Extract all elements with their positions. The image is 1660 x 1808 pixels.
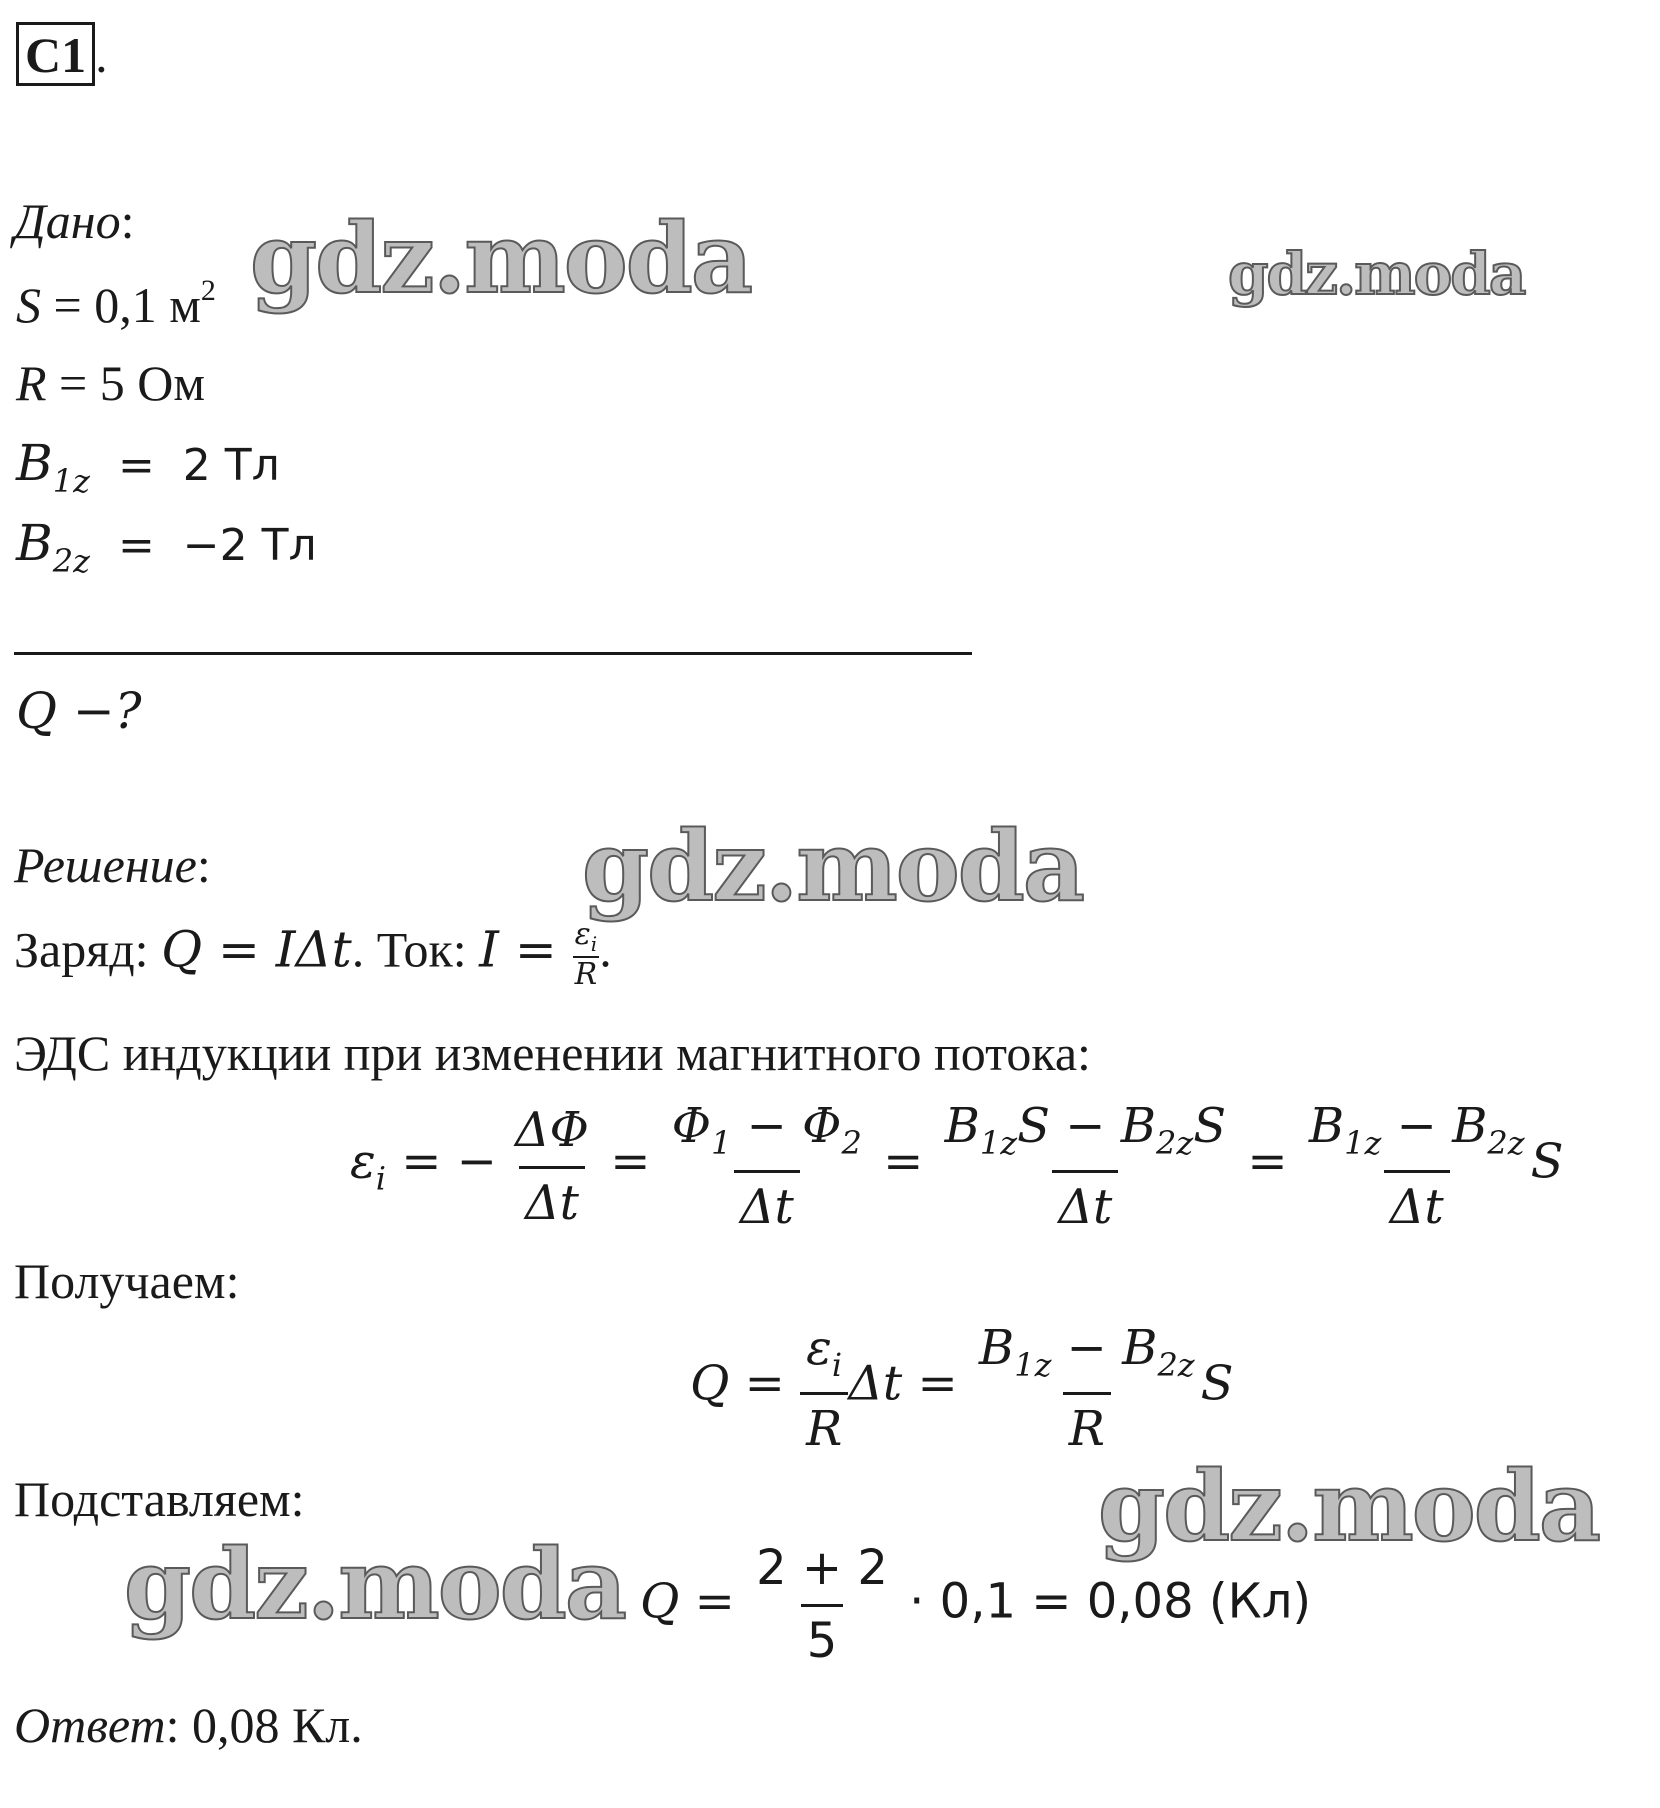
- calc-formula: Q = $\frac{2 + 2}{5}$ · 0,1 = 0,08 (Кл): [640, 1540, 1312, 1669]
- given-divider: [14, 652, 972, 655]
- substitute-line: Подставляем:: [14, 1471, 305, 1527]
- q-fraction-2: $\frac{B_{1z} - B_{2z}}{R}$: [978, 1320, 1195, 1457]
- watermark: gdz.moda: [1098, 1450, 1600, 1563]
- given-b1: $B_{1z} = 2$ Тл: [16, 434, 280, 500]
- find-line: Q −?: [16, 682, 142, 740]
- watermark: gdz.moda: [582, 810, 1084, 923]
- given-resistance: R = 5 Ом: [16, 355, 205, 411]
- emf-fraction-2: $\frac{\Phi_1 - \Phi_2}{\Delta t}$: [671, 1098, 862, 1235]
- given-heading: Дано:: [14, 193, 135, 249]
- task-label: С1 .: [16, 30, 108, 80]
- emf-fraction-3: $\frac{B_{1z}S - B_{2z}S}{\Delta t}$: [944, 1098, 1227, 1235]
- emf-formula: $\varepsilon_i$ = − $\frac{\Delta\Phi}{\Delta t}$ = $\frac{\Phi_1 - \Phi_2}{\Delta t}$ = $\frac{B_{1z}S - B_{2z}S}{\Delta t}$ = $\frac{B_{1z} - B_{2z}}{\Delta t}$ S: [350, 1098, 1564, 1235]
- answer-line: Ответ: 0,08 Кл.: [14, 1697, 363, 1753]
- solution-heading: Решение:: [14, 837, 211, 893]
- q-fraction-1: $\frac{\varepsilon_i}{R}$: [800, 1320, 848, 1457]
- obtain-line: Получаем:: [14, 1253, 240, 1309]
- watermark: gdz.moda: [1228, 240, 1525, 308]
- current-fraction: $\frac{\varepsilon_i}{R}$: [574, 917, 598, 992]
- emf-fraction-1: $\frac{\Delta\Phi}{\Delta t}$: [514, 1102, 589, 1231]
- emf-fraction-4: $\frac{B_{1z} - B_{2z}}{\Delta t}$: [1308, 1098, 1525, 1235]
- emf-intro: ЭДС индукции при изменении магнитного потока:: [14, 1025, 1091, 1081]
- watermark: gdz.moda: [250, 202, 752, 315]
- charge-line: Заряд: Q = IΔt. Ток: I = $\frac{\varepsilon_i}{R}$ .: [14, 917, 612, 992]
- q-formula: Q = $\frac{\varepsilon_i}{R}$ Δt = $\frac{B_{1z} - B_{2z}}{R}$ S: [690, 1320, 1234, 1457]
- given-b2: $B_{2z} = -2$ Тл: [16, 514, 317, 580]
- calc-fraction: $\frac{2 + 2}{5}$: [756, 1540, 888, 1669]
- watermark: gdz.moda: [124, 1528, 626, 1641]
- given-area: S = 0,1 $м^2$: [16, 274, 216, 333]
